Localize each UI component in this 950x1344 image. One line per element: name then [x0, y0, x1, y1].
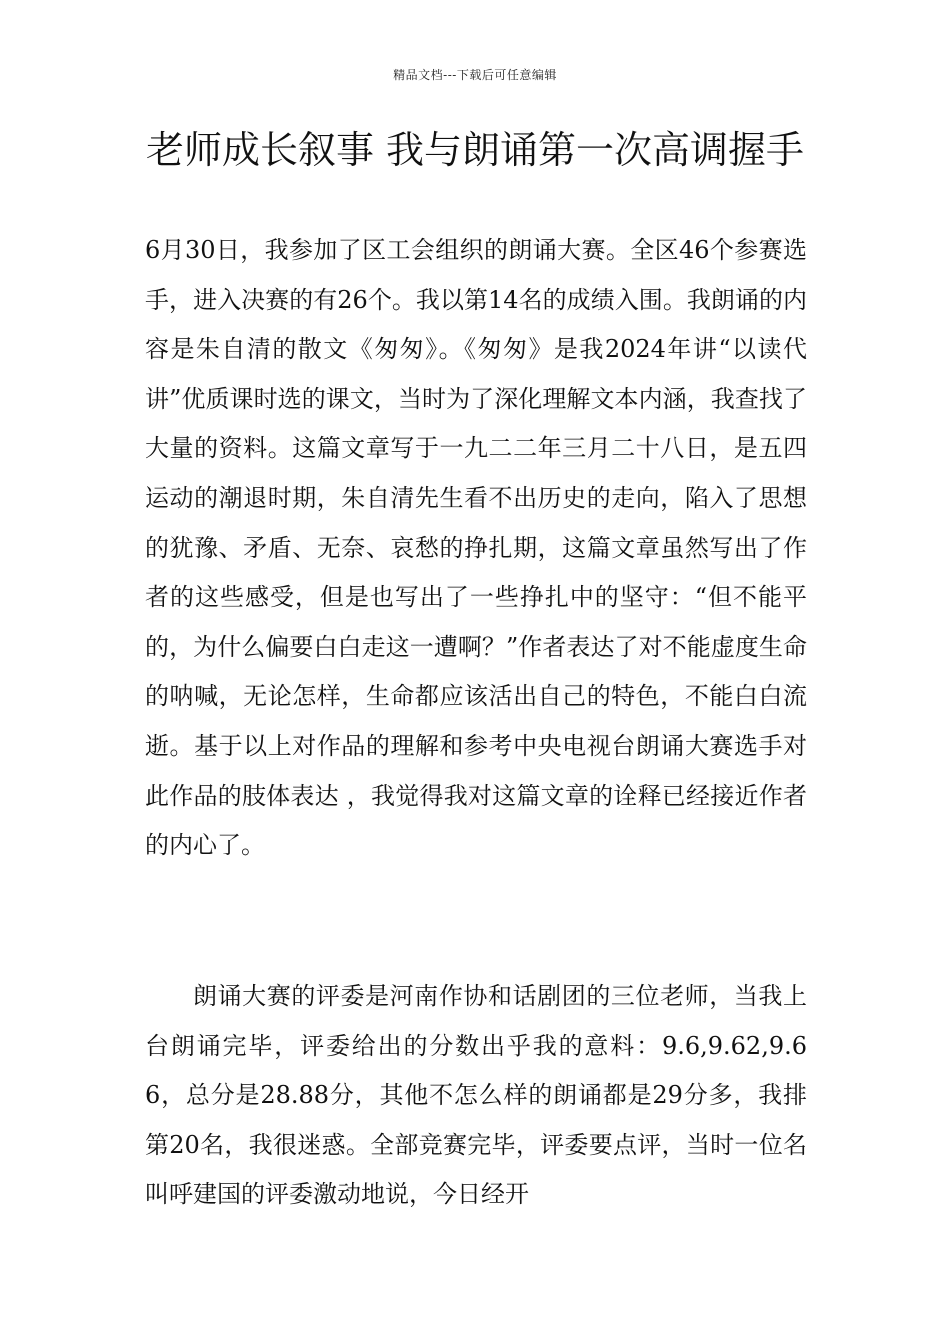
- document-title: 老师成长叙事 我与朗诵第一次高调握手: [145, 128, 805, 172]
- body-paragraph-1: 6月30日，我参加了区工会组织的朗诵大赛。全区46个参赛选手，进入决赛的有26个。我以第14名的成绩入围。我朗诵的内容是朱自清的散文《匆匆》。《匆匆》是我2024年讲“以读代讲”优质课时选的课文，当时为了深化理解文本内涵，我查找了大量的资料。这篇文章写于一九二二年三月二十八日，是五四运动的潮退时期，朱自清先生看不出历史的走向，陷入了思想的犹豫、矛盾、无奈、哀愁的挣扎期，这篇文章虽然写出了作者的这些感受，但是也写出了一些挣扎中的坚守：“但不能平的，为什么偏要白白走这一遭啊？”作者表达了对不能虚度生命的呐喊，无论怎样，生命都应该活出自己的特色，不能白白流逝。基于以上对作品的理解和参考中央电视台朗诵大赛选手对此作品的肢体表达 ，我觉得我对这篇文章的诠释已经接近作者的内心了。: [145, 236, 807, 860]
- body-paragraph-2: 朗诵大赛的评委是河南作协和话剧团的三位老师，当我上台朗诵完毕，评委给出的分数出乎我的意料：9.6,9.62,9.66，总分是28.88分，其他不怎么样的朗诵都是29分多，我排第20名，我很迷惑。全部竞赛完毕，评委要点评，当时一位名叫呼建国的评委激动地说，今日经开: [145, 982, 807, 1209]
- header-note: 精品文档---下载后可任意编辑: [393, 68, 557, 82]
